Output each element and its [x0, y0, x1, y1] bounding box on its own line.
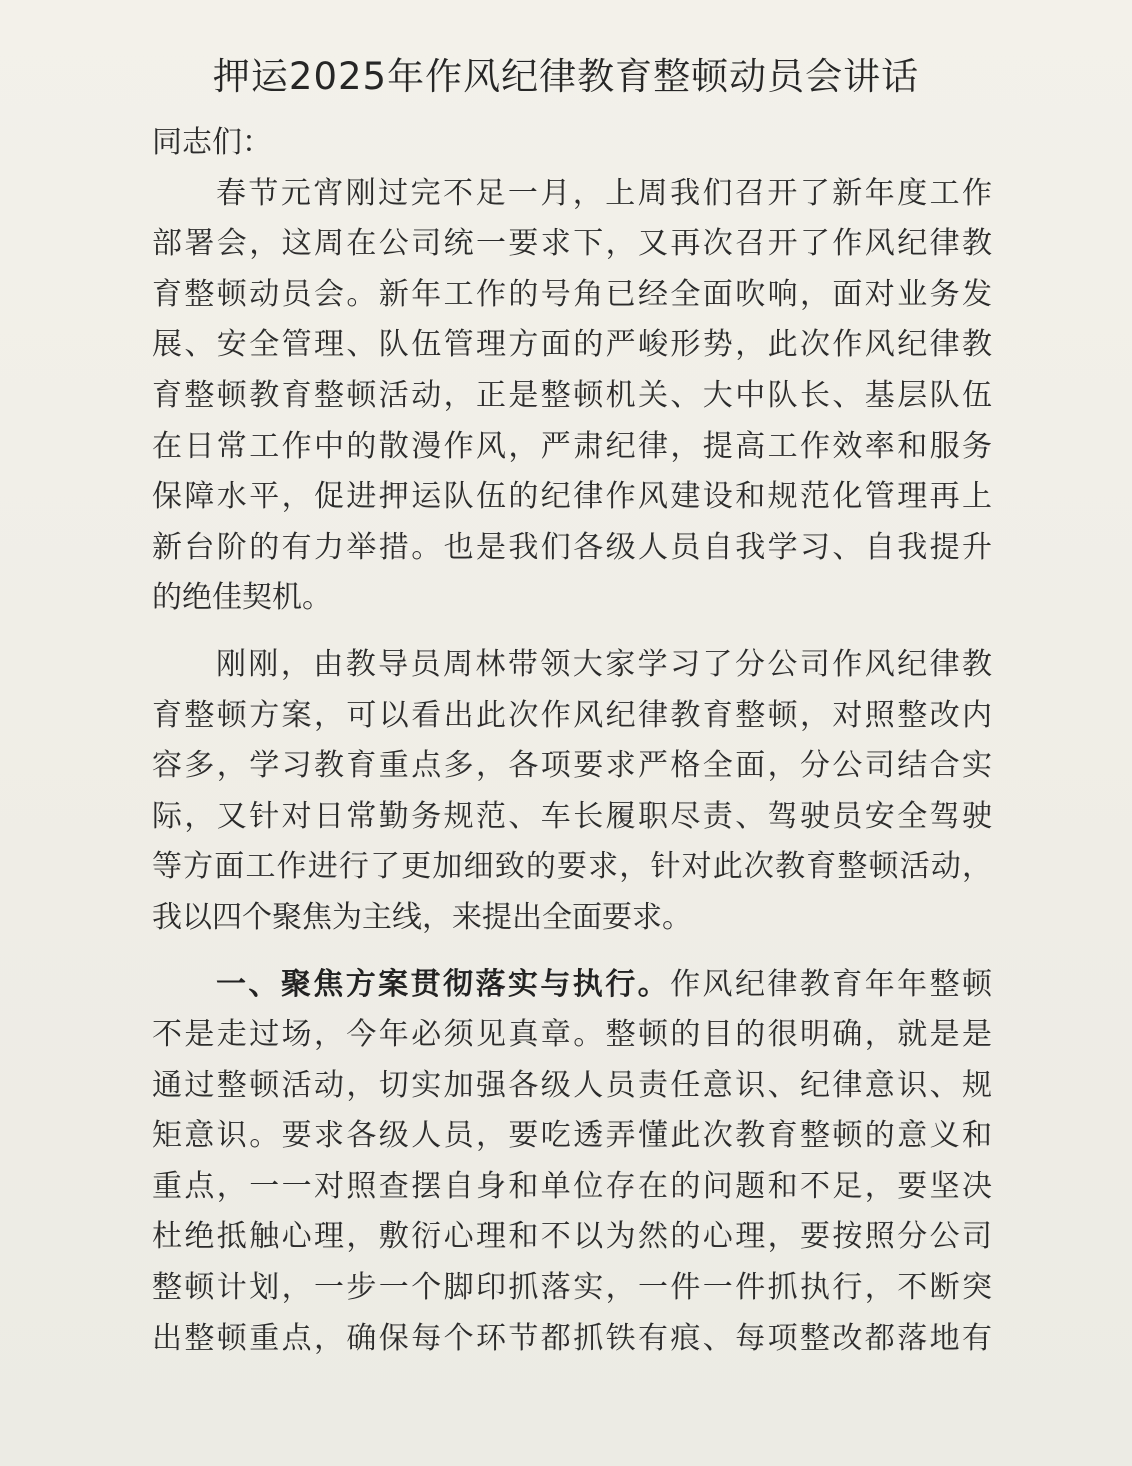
text-line: 新台阶的有力举措。也是我们各级人员自我学习、自我提升 [152, 529, 992, 565]
text-line: 部署会，这周在公司统一要求下，又再次召开了作风纪律教 [152, 226, 992, 262]
text-line: 际，又针对日常勤务规范、车长履职尽责、驾驶员安全驾驶 [152, 798, 992, 834]
text-line: 在日常工作中的散漫作风，严肃纪律，提高工作效率和服务 [152, 428, 992, 464]
text-line: 等方面工作进行了更加细致的要求，针对此次教育整顿活动， [152, 849, 992, 885]
section-first-line-text: 作风纪律教育年年整顿 [670, 966, 993, 1002]
paragraph-3 [152, 960, 992, 1365]
text-line: 刚刚，由教导员周林带领大家学习了分公司作风纪律教 [216, 646, 992, 682]
text-line: 我以四个聚焦为主线，来提出全面要求。 [152, 899, 692, 935]
text-line: 容多，学习教育重点多，各项要求严格全面，分公司结合实 [152, 748, 992, 784]
text-line: 育整顿方案，可以看出此次作风纪律教育整顿，对照整改内 [152, 697, 992, 733]
paragraph-gap [152, 624, 992, 640]
document-title: 押运2025年作风纪律教育整顿动员会讲话 [212, 55, 920, 98]
section-first-line [152, 960, 992, 1011]
section-heading: 一、聚焦方案贯彻落实与执行。 [216, 966, 671, 1002]
text-line: 展、安全管理、队伍管理方面的严峻形势，此次作风纪律教 [152, 327, 992, 363]
text-line: 不是走过场，今年必须见真章。整顿的目的很明确，就是是 [152, 1017, 992, 1053]
text-line: 重点，一一对照查摆自身和单位存在的问题和不足，要坚决 [152, 1168, 992, 1204]
text-line: 通过整顿活动，切实加强各级人员责任意识、纪律意识、规 [152, 1067, 992, 1103]
text-line: 保障水平，促进押运队伍的纪律作风建设和规范化管理再上 [152, 479, 992, 515]
text-line: 春节元宵刚过完不足一月，上周我们召开了新年度工作 [216, 175, 992, 211]
document-body [152, 118, 992, 1364]
salutation: 同志们： [152, 125, 272, 160]
text-line: 整顿计划，一步一个脚印抓落实，一件一件抓执行，不断突 [152, 1270, 992, 1306]
text-line: 育整顿教育整顿活动，正是整顿机关、大中队长、基层队伍 [152, 377, 992, 413]
text-line: 出整顿重点，确保每个环节都抓铁有痕、每项整改都落地有 [152, 1320, 992, 1356]
paragraph-2 [152, 640, 992, 944]
paragraph-1 [152, 169, 992, 624]
text-line: 的绝佳契机。 [152, 580, 332, 616]
text-line: 矩意识。要求各级人员，要吃透弄懂此次教育整顿的意义和 [152, 1118, 992, 1154]
paragraph-gap [152, 944, 992, 960]
text-line: 育整顿动员会。新年工作的号角已经全面吹响，面对业务发 [152, 276, 992, 312]
text-line: 杜绝抵触心理，敷衍心理和不以为然的心理，要按照分公司 [152, 1219, 992, 1255]
